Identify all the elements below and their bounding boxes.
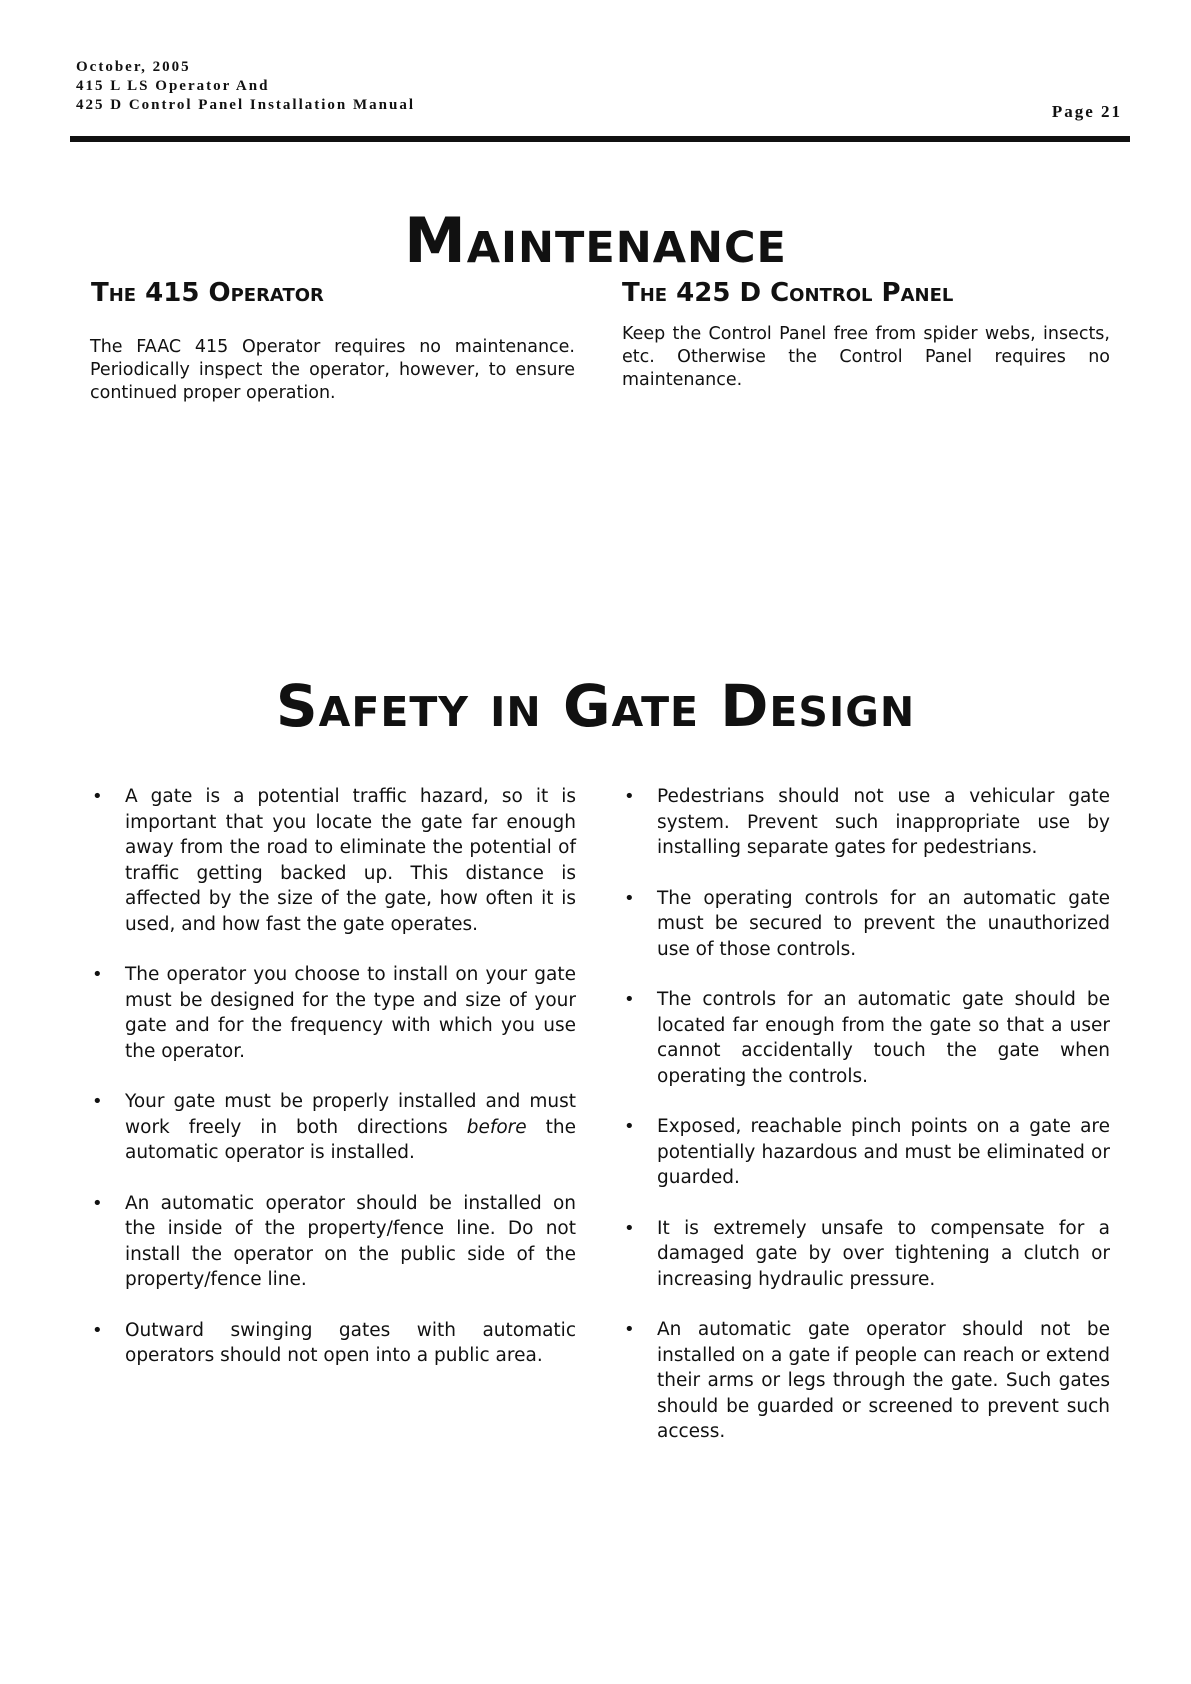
list-item [622, 1114, 1110, 1191]
header-product-line: 415 L LS Operator And [76, 78, 270, 94]
list-item-text: It is extremely unsafe to compensate for a damaged gate by over tightening a clutch or increasing hydraulic pressure. [657, 1217, 1110, 1290]
list-item [622, 987, 1110, 1089]
list-item [622, 784, 1110, 861]
bullet-icon: • [624, 1116, 635, 1137]
bullet-icon: • [92, 1192, 103, 1214]
maintenance-title: Maintenance [404, 204, 787, 277]
list-item [622, 1216, 1110, 1293]
list-item-text-start: Your gate must be properly installed and must work freely in both directions [125, 1091, 576, 1138]
header-date: October, 2005 [76, 59, 191, 75]
list-item-text: Pedestrians should not use a vehicular gate system. Prevent such inappropriate use by installing separate gates for pedestrians. [657, 786, 1110, 858]
bullet-icon: • [92, 964, 103, 985]
bullet-icon: • [624, 1319, 635, 1340]
list-item-text: An automatic gate operator should not be installed on a gate if people can reach or extend their arms or legs through the gate. Such gates should be guarded or screened to prevent such access. [657, 1319, 1110, 1442]
list-item-text: A gate is a potential traffic hazard, so it is important that you locate the gate far enough away from the road to eliminate the potential of traffic getting backed up. This distance is affected by the size of the gate, how often it is used, and how fast the gate operates. [125, 786, 576, 935]
header-rule [70, 136, 1130, 142]
list-item-text-end: the automatic operator is installed. [125, 1116, 576, 1163]
section-heading-425-control-panel: The 425 D Control Panel [622, 278, 954, 308]
page-number: Page 21 [1051, 102, 1122, 121]
list-item [622, 1317, 1110, 1445]
bullet-icon: • [92, 786, 103, 807]
list-item [622, 886, 1110, 963]
list-item [90, 1089, 576, 1166]
bullet-icon: • [624, 1217, 635, 1239]
safety-list-left [90, 784, 576, 1394]
bullet-icon: • [624, 887, 635, 909]
list-item-text: Outward swinging gates with automatic operators should not open into a public area. [125, 1319, 576, 1366]
paragraph-425-control-panel: Keep the Control Panel free from spider webs, insects, etc. Otherwise the Control Panel requires no maintenance. [622, 324, 1110, 390]
bullet-icon: • [92, 1091, 103, 1112]
safety-title: Safety in Gate Design [275, 672, 916, 740]
list-item-text: An automatic operator should be installed on the inside of the property/fence line. Do not install the operator on the public side of the property/fence line. [125, 1192, 576, 1290]
list-item-text: The operator you choose to install on your gate must be designed for the type and size of your gate and for the frequency with which you use the operator. [125, 964, 576, 1062]
page-header [76, 58, 1126, 121]
list-item [90, 784, 576, 937]
bullet-icon: • [92, 1319, 103, 1341]
list-item [90, 1191, 576, 1293]
section-heading-415-operator: The 415 Operator [91, 278, 324, 308]
list-item [90, 1318, 576, 1369]
list-item-text: The controls for an automatic gate should be located far enough from the gate so that a user cannot accidentally touch the gate when operating the controls. [657, 989, 1110, 1087]
bullet-icon: • [624, 989, 635, 1010]
list-item [90, 962, 576, 1064]
safety-list-right [622, 784, 1110, 1470]
list-item-text-emphasis: before [466, 1116, 527, 1138]
list-item-text: Exposed, reachable pinch points on a gate are potentially hazardous and must be eliminated or guarded. [657, 1116, 1110, 1188]
header-manual-title: 425 D Control Panel Installation Manual [76, 97, 415, 113]
bullet-icon: • [624, 786, 635, 807]
list-item-text: The operating controls for an automatic gate must be secured to prevent the unauthorized use of those controls. [657, 887, 1110, 960]
paragraph-415-operator: The FAAC 415 Operator requires no maintenance. Periodically inspect the operator, however, to ensure continued proper operation. [90, 337, 575, 403]
